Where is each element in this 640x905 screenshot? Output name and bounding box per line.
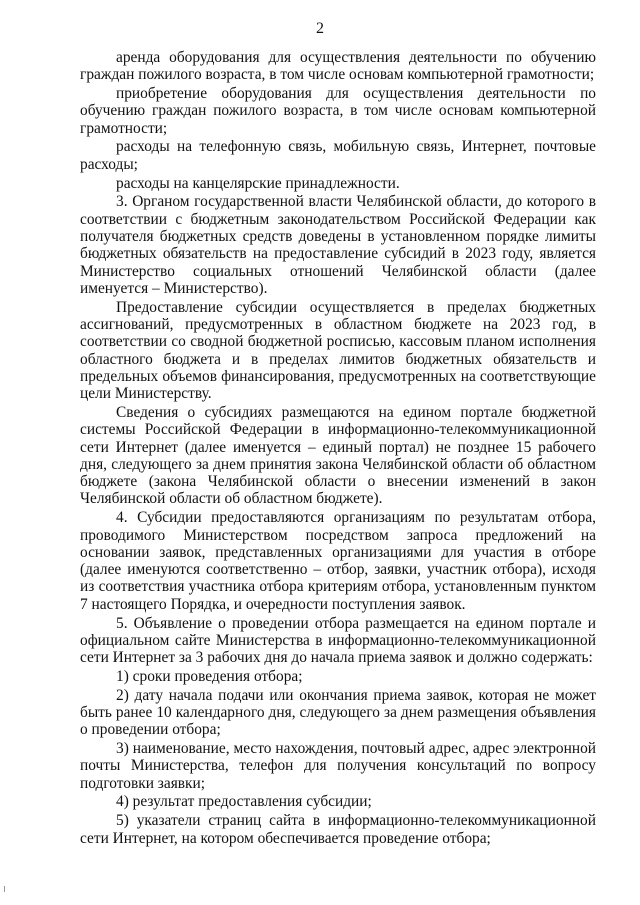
paragraph: Предоставление субсидии осуществляется в пределах бюджетных ассигнований, предусмотренных в областном бюджете на 2023 год, в соответствии со сводной бюджетной росписью, кассовым планом исполнения областного бюджета и в пределах лимитов бюджетных обязательств и предельных объемов финансирования, предусмотренных на соответствующие цели Министерству. (80, 298, 596, 403)
paragraph: 4. Субсидии предоставляются организациям по результатам отбора, проводимого Министерством посредством запроса предложений на основании заявок, представленных организациями для участия в отборе (далее именуются соответственно – отбор, заявки, участник отбора), исходя из соответствия участника отбора критериям отбора, установленным пунктом 7 настоящего Порядка, и очередности поступления заявок. (80, 509, 596, 613)
list-item: 1) сроки проведения отбора; (116, 667, 303, 685)
page-number: 2 (316, 20, 324, 37)
paragraph: аренда оборудования для осуществления деятельности по обучению граждан пожилого возраста, в том числе основам компьютерной грамотности; (80, 49, 596, 84)
paragraph: Сведения о субсидиях размещаются на едином портале бюджетной системы Российской Федерации в информационно-телекоммуникационной сети Интернет (далее именуется – единый портал) не позднее 15 рабочего дня, следующего за днем принятия закона Челябинской области об областном бюджете (закона Челябинской области о внесении изменений в закон Челябинской области об областном бюджете). (80, 403, 596, 508)
paragraph: 5. Объявление о проведении отбора размещается на едином портале и официальном сайте Министерства в информационно-телекоммуникационной сети Интернет за 3 рабочих дня до начала приема заявок и должно содержать: (80, 614, 596, 667)
document-body (80, 49, 596, 847)
paragraph: 3. Органом государственной власти Челябинской области, до которого в соответствии с бюджетным законодательством Российской Федерации как получателя бюджетных средств доведены в установленном порядке лимиты бюджетных обязательств на предоставление субсидий в 2023 году, является Министерство социальных отношений Челябинской области (далее именуется – Министерство). (80, 193, 596, 297)
list-item: 2) дату начала подачи или окончания приема заявок, которая не может быть ранее 10 календарного дня, следующего за днем размещения объявления о проведении отбора; (80, 686, 596, 739)
list-item: 3) наименование, место нахождения, почтовый адрес, адрес электронной почты Министерства, телефон для получения консультаций по вопросу подготовки заявки; (80, 740, 596, 792)
paragraph: приобретение оборудования для осуществления деятельности по обучению граждан пожилого возраста, в том числе основам компьютерной грамотности; (80, 85, 596, 137)
list-item: 4) результат предоставления субсидии; (116, 793, 372, 811)
paragraph: расходы на канцелярские принадлежности. (116, 174, 400, 192)
scan-edge-mark (4, 886, 8, 892)
paragraph: расходы на телефонную связь, мобильную связь, Интернет, почтовые расходы; (80, 138, 596, 173)
list-item: 5) указатели страниц сайта в информационно-телекоммуникационной сети Интернет, на котором обеспечивается проведение отбора; (80, 812, 596, 847)
